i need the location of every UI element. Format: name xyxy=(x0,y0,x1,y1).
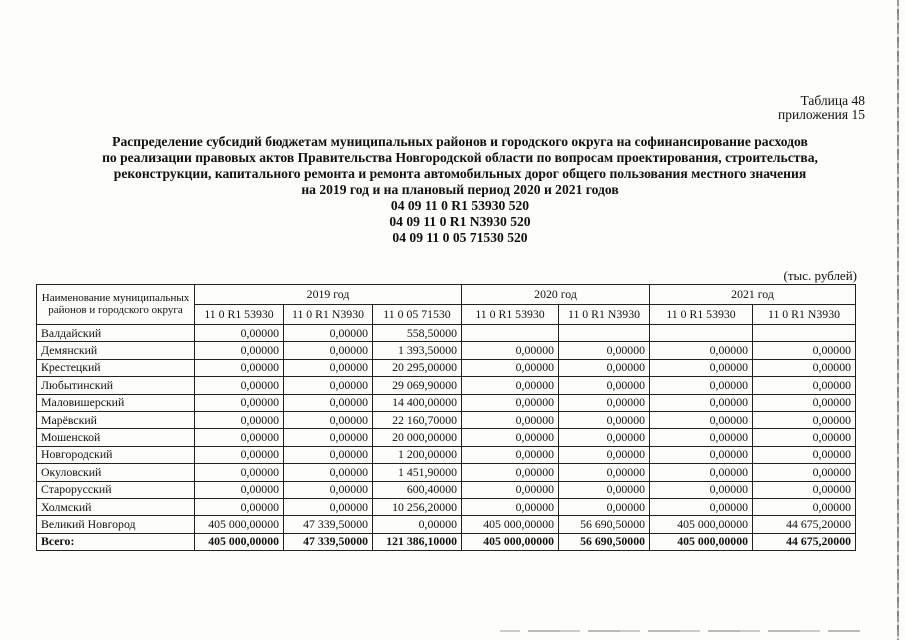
amount-cell: 0,00000 xyxy=(284,481,373,498)
amount-cell: 600,40000 xyxy=(373,481,462,498)
amount-cell: 0,00000 xyxy=(753,429,856,446)
amount-cell: 0,00000 xyxy=(195,498,284,515)
district-name: Крестецкий xyxy=(37,359,195,376)
amount-cell: 0,00000 xyxy=(559,481,650,498)
amount-cell: 0,00000 xyxy=(559,377,650,394)
amount-cell: 0,00000 xyxy=(284,394,373,411)
amount-cell: 0,00000 xyxy=(195,342,284,359)
title-line: Распределение субсидий бюджетам муниципальных районов и городского округа на софинансирование расходов xyxy=(112,134,808,149)
amount-cell: 0,00000 xyxy=(559,411,650,428)
amount-cell: 0,00000 xyxy=(462,481,559,498)
table-row xyxy=(37,394,856,411)
amount-cell: 29 069,90000 xyxy=(373,377,462,394)
amount-cell: 14 400,00000 xyxy=(373,394,462,411)
code-header: 11 0 R1 53930 xyxy=(650,305,753,325)
amount-cell: 0,00000 xyxy=(753,359,856,376)
amount-cell: 121 386,10000 xyxy=(373,533,462,550)
amount-cell: 0,00000 xyxy=(753,481,856,498)
amount-cell: 405 000,00000 xyxy=(650,533,753,550)
district-name: Демянский xyxy=(37,342,195,359)
amount-cell: 47 339,50000 xyxy=(284,533,373,550)
amount-cell xyxy=(753,325,856,342)
district-name: Великий Новгород xyxy=(37,516,195,533)
table-body xyxy=(37,325,856,551)
amount-cell: 44 675,20000 xyxy=(753,533,856,550)
amount-cell: 0,00000 xyxy=(462,498,559,515)
amount-cell: 0,00000 xyxy=(284,325,373,342)
total-label: Всего: xyxy=(37,533,195,550)
amount-cell: 0,00000 xyxy=(753,464,856,481)
amount-cell: 0,00000 xyxy=(650,446,753,463)
amount-cell: 0,00000 xyxy=(462,411,559,428)
amount-cell: 0,00000 xyxy=(195,359,284,376)
budget-code-line: 04 09 11 0 05 71530 520 xyxy=(392,230,528,245)
amount-cell: 20 000,00000 xyxy=(373,429,462,446)
document-title xyxy=(40,134,880,246)
amount-cell: 405 000,00000 xyxy=(650,516,753,533)
district-name: Валдайский xyxy=(37,325,195,342)
amount-cell: 405 000,00000 xyxy=(462,516,559,533)
amount-cell: 1 451,90000 xyxy=(373,464,462,481)
amount-cell: 0,00000 xyxy=(753,446,856,463)
amount-cell: 558,50000 xyxy=(373,325,462,342)
amount-cell: 0,00000 xyxy=(650,429,753,446)
table-row xyxy=(37,377,856,394)
amount-cell: 0,00000 xyxy=(559,464,650,481)
amount-cell: 0,00000 xyxy=(195,411,284,428)
amount-cell: 0,00000 xyxy=(559,446,650,463)
table-row xyxy=(37,498,856,515)
year-header-2019: 2019 год xyxy=(195,285,462,305)
table-row xyxy=(37,325,856,342)
district-name: Окуловский xyxy=(37,464,195,481)
code-header: 11 0 R1 N3930 xyxy=(284,305,373,325)
amount-cell: 0,00000 xyxy=(373,516,462,533)
amount-cell: 0,00000 xyxy=(195,464,284,481)
amount-cell: 0,00000 xyxy=(753,377,856,394)
amount-cell: 0,00000 xyxy=(462,342,559,359)
name-column-header: Наименование муниципальных районов и городского округа xyxy=(37,285,195,325)
amount-cell: 0,00000 xyxy=(650,481,753,498)
amount-cell: 20 295,00000 xyxy=(373,359,462,376)
amount-cell: 405 000,00000 xyxy=(195,516,284,533)
amount-cell: 10 256,20000 xyxy=(373,498,462,515)
amount-cell: 0,00000 xyxy=(650,464,753,481)
amount-cell: 0,00000 xyxy=(195,394,284,411)
amount-cell: 1 200,00000 xyxy=(373,446,462,463)
amount-cell: 0,00000 xyxy=(650,377,753,394)
appendix-number: приложения 15 xyxy=(777,107,865,122)
amount-cell: 0,00000 xyxy=(284,359,373,376)
amount-cell: 0,00000 xyxy=(284,377,373,394)
amount-cell: 0,00000 xyxy=(559,359,650,376)
district-name: Холмский xyxy=(37,498,195,515)
code-header: 11 0 R1 53930 xyxy=(195,305,284,325)
amount-cell: 405 000,00000 xyxy=(462,533,559,550)
amount-cell: 405 000,00000 xyxy=(195,533,284,550)
district-name: Мошенской xyxy=(37,429,195,446)
amount-cell: 0,00000 xyxy=(753,342,856,359)
title-line: реконструкции, капитального ремонта и ремонта автомобильных дорог общего пользования местного значения xyxy=(113,166,807,181)
amount-cell: 0,00000 xyxy=(462,464,559,481)
amount-cell: 0,00000 xyxy=(462,377,559,394)
amount-cell xyxy=(559,325,650,342)
amount-cell: 0,00000 xyxy=(284,429,373,446)
table-row xyxy=(37,342,856,359)
amount-cell: 0,00000 xyxy=(284,342,373,359)
table-row xyxy=(37,359,856,376)
amount-cell: 0,00000 xyxy=(462,429,559,446)
subsidy-table xyxy=(36,284,856,551)
amount-cell: 56 690,50000 xyxy=(559,516,650,533)
amount-cell xyxy=(462,325,559,342)
code-header: 11 0 R1 53930 xyxy=(462,305,559,325)
amount-cell: 56 690,50000 xyxy=(559,533,650,550)
amount-cell: 0,00000 xyxy=(650,498,753,515)
table-number: Таблица 48 xyxy=(800,93,865,108)
amount-cell: 0,00000 xyxy=(650,394,753,411)
amount-cell: 0,00000 xyxy=(753,394,856,411)
table-row xyxy=(37,429,856,446)
amount-cell: 0,00000 xyxy=(462,394,559,411)
amount-cell: 0,00000 xyxy=(650,411,753,428)
amount-cell: 0,00000 xyxy=(753,411,856,428)
amount-cell: 0,00000 xyxy=(559,429,650,446)
amount-cell: 0,00000 xyxy=(195,429,284,446)
amount-cell: 47 339,50000 xyxy=(284,516,373,533)
district-name: Маловишерский xyxy=(37,394,195,411)
amount-cell: 0,00000 xyxy=(462,359,559,376)
title-line: на 2019 год и на плановый период 2020 и 2021 годов xyxy=(301,182,619,197)
amount-cell: 44 675,20000 xyxy=(753,516,856,533)
code-header: 11 0 R1 N3930 xyxy=(559,305,650,325)
amount-cell: 0,00000 xyxy=(284,411,373,428)
amount-cell: 0,00000 xyxy=(195,446,284,463)
title-line: по реализации правовых актов Правительства Новгородской области по вопросам проектирования, строительства, xyxy=(102,150,818,165)
amount-cell: 0,00000 xyxy=(284,464,373,481)
amount-cell: 0,00000 xyxy=(462,446,559,463)
table-row xyxy=(37,464,856,481)
district-name: Марёвский xyxy=(37,411,195,428)
district-name: Старорусский xyxy=(37,481,195,498)
table-row xyxy=(37,411,856,428)
table-row xyxy=(37,446,856,463)
amount-cell: 0,00000 xyxy=(559,394,650,411)
table-reference xyxy=(778,94,865,122)
amount-cell: 22 160,70000 xyxy=(373,411,462,428)
code-header: 11 0 R1 N3930 xyxy=(753,305,856,325)
amount-cell: 0,00000 xyxy=(559,342,650,359)
amount-cell: 1 393,50000 xyxy=(373,342,462,359)
year-header-2020: 2020 год xyxy=(462,285,650,305)
amount-cell: 0,00000 xyxy=(284,446,373,463)
scan-edge-right xyxy=(897,0,899,640)
unit-label: (тыс. рублей) xyxy=(783,268,857,283)
table-row xyxy=(37,481,856,498)
scan-edge-bottom xyxy=(500,630,860,632)
table-row xyxy=(37,516,856,533)
amount-cell: 0,00000 xyxy=(195,325,284,342)
amount-cell: 0,00000 xyxy=(650,342,753,359)
code-header: 11 0 05 71530 xyxy=(373,305,462,325)
budget-code-line: 04 09 11 0 R1 53930 520 xyxy=(390,198,530,213)
amount-cell: 0,00000 xyxy=(195,377,284,394)
year-header-2021: 2021 год xyxy=(650,285,856,305)
amount-cell: 0,00000 xyxy=(559,498,650,515)
district-name: Любытинский xyxy=(37,377,195,394)
total-row xyxy=(37,533,856,550)
amount-cell: 0,00000 xyxy=(650,359,753,376)
district-name: Новгородский xyxy=(37,446,195,463)
amount-cell: 0,00000 xyxy=(753,498,856,515)
amount-cell: 0,00000 xyxy=(284,498,373,515)
amount-cell xyxy=(650,325,753,342)
budget-code-line: 04 09 11 0 R1 N3930 520 xyxy=(389,214,531,229)
amount-cell: 0,00000 xyxy=(195,481,284,498)
